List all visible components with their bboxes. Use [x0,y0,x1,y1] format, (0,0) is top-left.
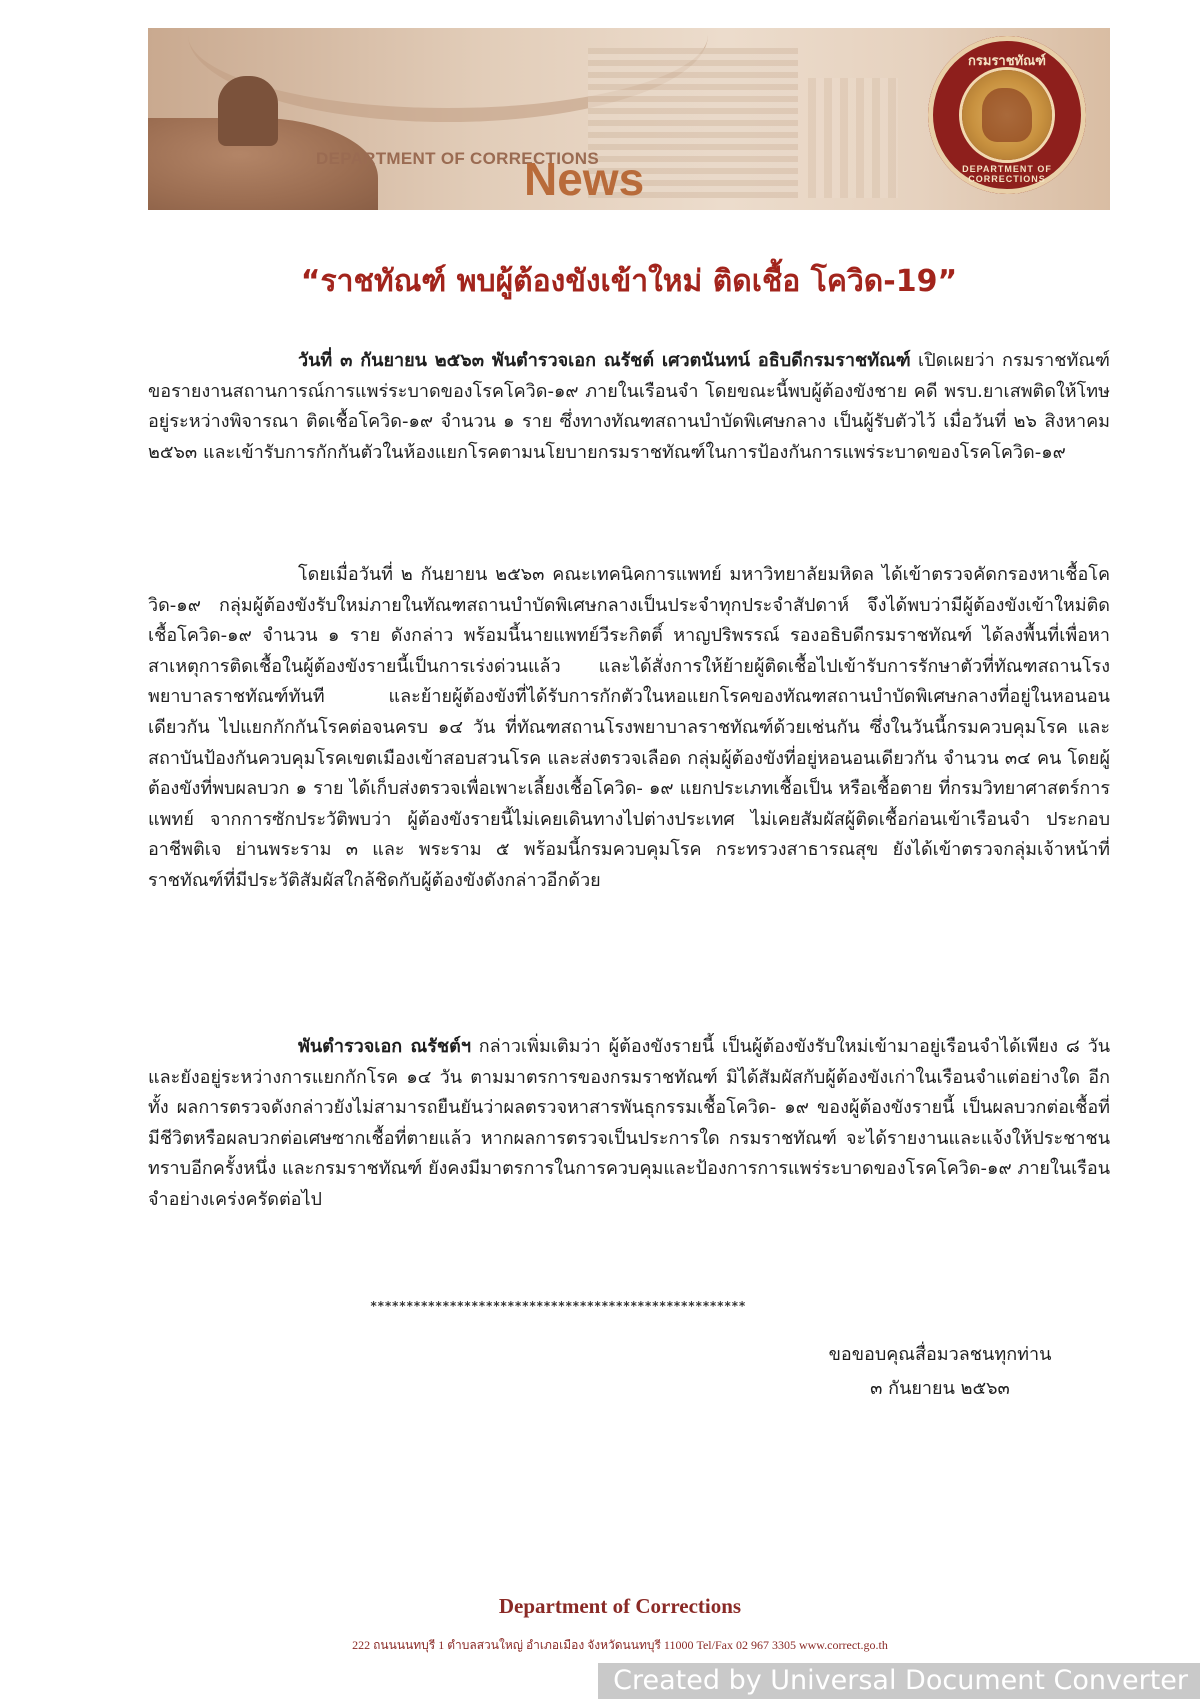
seal-thai-text: กรมราชทัณฑ์ [968,54,1046,69]
seal-english-text: DEPARTMENT OF CORRECTIONS [962,164,1052,184]
banner-statue-image [218,76,278,146]
section-divider: **************************************************** [370,1299,746,1313]
closing-date: ๓ กันยายน ๒๕๖๓ [870,1378,1010,1399]
banner-building-image-2 [808,78,898,198]
byline: วันที่ ๓ กันยายน ๒๕๖๓ พันตำรวจเอก ณรัชต์ เศวตนันทน์ อธิบดีกรมราชทัณฑ์ [298,350,911,371]
paragraph-1-text: เปิดเผยว่า กรมราชทัณฑ์ขอรายงานสถานการณ์การแพร่ระบาดของโรคโควิด-๑๙ ภายในเรือนจำ โดยขณะนี้พบผู้ต้องขังชาย คดี พรบ.ยาเสพติดให้โทษ อยู่ระหว่างพิจารณา ติดเชื้อโควิด-๑๙ จำนวน ๑ ราย ซึ่งทางทัณฑสถานบำบัดพิเศษกลาง เป็นผู้รับตัวไว้ เมื่อวันที่ ๒๖ สิงหาคม ๒๕๖๓ และเข้ารับการกักกันตัวในห้องแยกโรคตามนโยบายกรมราชทัณฑ์ในการป้องกันการแพร่ระบาดของโรคโควิด-๑๙ [148,350,1110,463]
paragraph-1 [148,346,1110,468]
paragraph-2-text: โดยเมื่อวันที่ ๒ กันยายน ๒๕๖๓ คณะเทคนิคการแพทย์ มหาวิทยาลัยมหิดล ได้เข้าตรวจคัดกรองหาเชื้อโควิด-๑๙ กลุ่มผู้ต้องขังรับใหม่ภายในทัณฑสถานบำบัดพิเศษกลางเป็นประจำทุกประจำสัปดาห์ จึงได้พบว่ามีผู้ต้องขังเข้าใหม่ติดเชื้อโควิด-๑๙ จำนวน ๑ ราย ดังกล่าว พร้อมนี้นายแพทย์วีระกิตติ์ หาญปริพรรณ์ รองอธิบดีกรมราชทัณฑ์ ได้ลงพื้นที่เพื่อหาสาเหตุการติดเชื้อในผู้ต้องขังรายนี้เป็นการเร่งด่วนแล้ว และได้สั่งการให้ย้ายผู้ติดเชื้อไปเข้ารับการรักษาตัวที่ทัณฑสถานโรงพยาบาลราชทัณฑ์ทันที และย้ายผู้ต้องขังที่ได้รับการกักตัวในหอแยกโรคของทัณฑสถานบำบัดพิเศษกลางที่อยู่ในหอนอนเดียวกัน ไปแยกกักกันโรคต่อจนครบ ๑๔ วัน ที่ทัณฑสถานโรงพยาบาลราชทัณฑ์ด้วยเช่นกัน ซึ่งในวันนี้กรมควบคุมโรค และสถาบันป้องกันควบคุมโรคเขตเมืองเข้าสอบสวนโรค และส่งตรวจเลือด กลุ่มผู้ต้องขังที่อยู่หอนอนเดียวกัน จำนวน ๓๔ คน โดยผู้ต้องขังที่พบผลบวก ๑ ราย ได้เก็บส่งตรวจเพื่อเพาะเลี้ยงเชื้อโควิด- ๑๙ แยกประเภทเชื้อเป็น หรือเชื้อตาย ที่กรมวิทยาศาสตร์การแพทย์ จากการซักประวัติพบว่า ผู้ต้องขังรายนี้ไม่เคยเดินทางไปต่างประเทศ ไม่เคยสัมผัสผู้ติดเชื้อก่อนเข้าเรือนจำ ประกอบอาชีพติเจ ย่านพระราม ๓ และ พระราม ๕ พร้อมนี้กรมควบคุมโรค กระทรวงสาธารณสุข ยังได้เข้าตรวจกลุ่มเจ้าหน้าที่ราชทัณฑ์ที่มีประวัติสัมผัสใกล้ชิดกับผู้ต้องขังดังกล่าวอีกด้วย [148,564,1110,891]
seal-lion-icon [982,88,1032,142]
headline: “ราชทัณฑ์ พบผู้ต้องขังเข้าใหม่ ติดเชื้อ โควิด-19” [300,264,958,299]
closing-thanks: ขอขอบคุณสื่อมวลชนทุกท่าน [828,1344,1052,1365]
closing-block [790,1338,1090,1406]
banner-department-text: DEPARTMENT OF CORRECTIONS [316,149,599,168]
banner-news-text: News [524,153,645,205]
converter-watermark: Created by Universal Document Converter [598,1663,1200,1699]
paragraph-3 [148,1032,1110,1216]
paragraph-3-text: กล่าวเพิ่มเติมว่า ผู้ต้องขังรายนี้ เป็นผู้ต้องขังรับใหม่เข้ามาอยู่เรือนจำได้เพียง ๘ วัน และยังอยู่ระหว่างการแยกกักโรค ๑๔ วัน ตามมาตรการของกรมราชทัณฑ์ มิได้สัมผัสกับผู้ต้องขังเก่าในเรือนจำแต่อย่างใด อีกทั้ง ผลการตรวจดังกล่าวยังไม่สามารถยืนยันว่าผลตรวจหาสารพันธุกรรมเชื้อโควิด- ๑๙ ของผู้ต้องขังรายนี้ เป็นผลบวกต่อเชื้อที่มีชีวิตหรือผลบวกต่อเศษซากเชื้อที่ตายแล้ว หากผลการตรวจเป็นประการใด กรมราชทัณฑ์ จะได้รายงานและแจ้งให้ประชาชนทราบอีกครั้งหนึ่ง และกรมราชทัณฑ์ ยังคงมีมาตรการในการควบคุมและป้องการการแพร่ระบาดของโรคโควิด-๑๙ ภายในเรือนจำอย่างเคร่งครัดต่อไป [148,1036,1110,1210]
footer-address: 222 ถนนนนทบุรี 1 ตำบลสวนใหญ่ อำเภอเมือง จังหวัดนนทบุรี 11000 Tel/Fax 02 967 3305 www.correct.go.th [352,1638,888,1652]
paragraph-2 [148,560,1110,897]
department-seal-logo [928,36,1086,194]
paragraph-3-lead: พันตำรวจเอก ณรัชต์ฯ [298,1036,471,1057]
footer-organization: Department of Corrections [498,1594,742,1618]
